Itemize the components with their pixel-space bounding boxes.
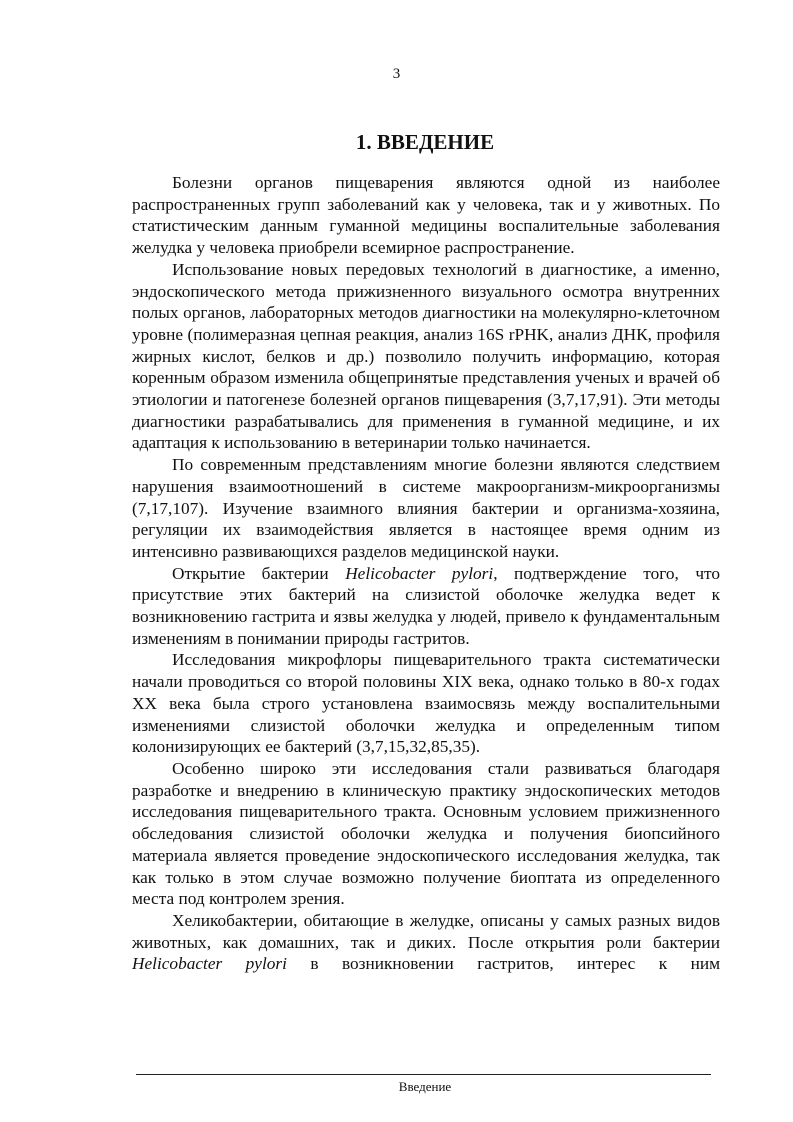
paragraph xyxy=(132,563,720,650)
paragraph-text: в возникновении гастритов, интерес к ним xyxy=(286,954,721,974)
paragraph-text: По современным представлениям многие болезни являются следствием нарушения взаимоотношений в системе макроорганизм-микроорганизмы (7,17,107). Изучение взаимного влияния бактерии и организма-хозяина, регуляции их взаимодействия является в настоящее время одним из интенсивно развивающихся разделов медицинской науки. xyxy=(132,455,720,561)
paragraph-text: Болезни органов пищеварения являются одной из наиболее распространенных групп заболеваний как у человека, так и у животных. По статистическим данным гуманной медицины воспалительные заболевания желудка у человека приобрели всемирное распространение. xyxy=(132,173,720,258)
paragraph xyxy=(132,172,720,259)
paragraph-text: Особенно широко эти исследования стали развиваться благодаря разработке и внедрению в клиническую практику эндоскопических методов исследования пищеварительного тракта. Основным условием прижизненного обследования слизистой оболочки желудка и получения биопсийного материала является проведение эндоскопического исследования желудка, так как только в этом случае возможно получение биоптата из определенного места под контролем зрения. xyxy=(132,758,720,909)
paragraph-text: Исследования микрофлоры пищеварительного тракта систематически начали проводиться со второй половины XIX века, однако только в 80-х годах XX века была строго установлена взаимосвязь между воспалительными изменениями слизистой оболочки желудка и определенным типом колонизирующих ее бактерий (3,7,15,32,85,35). xyxy=(132,650,720,757)
paragraph xyxy=(132,758,720,910)
chapter-heading: 1. ВВЕДЕНИЕ xyxy=(355,130,495,154)
page-number: 3 xyxy=(392,66,401,82)
paragraph-text: Хеликобактерии, обитающие в желудке, описаны у самых разных видов животных, как домашних, так и диких. После открытия роли бактерии xyxy=(132,910,720,952)
footer-rule xyxy=(136,1074,711,1075)
paragraph xyxy=(132,649,720,758)
species-name: Helicobacter pylori xyxy=(345,563,494,583)
paragraph-text: , подтверждение того, что присутствие этих бактерий на слизистой оболочке желудка ведет к возникновению гастрита и язвы желудка у людей, привело к фундаментальным изменениям в понимании природы гастритов. xyxy=(132,563,720,648)
paragraph xyxy=(132,259,720,454)
species-name: Helicobacter pylori xyxy=(132,954,287,974)
paragraph-text: Использование новых передовых технологий в диагностике, а именно, эндоскопического метода прижизненного визуального осмотра внутренних полых органов, лабораторных методов диагностики на молекулярно-клеточном уровне (полимеразная цепная реакция, анализ 16S rPHK, анализ ДНК, профиля жирных кислот, белков и др.) позволило получить информацию, которая коренным образом изменила общепринятые представления ученых и врачей об этиологии и патогенезе болезней органов пищеварения (3,7,17,91). Эти методы диагностики разрабатывались для применения в гуманной медицине, и их адаптация к использованию в ветеринарии только начинается. xyxy=(132,259,720,453)
body-text xyxy=(132,172,720,975)
paragraph xyxy=(132,454,720,563)
running-footer: Введение xyxy=(398,1079,452,1094)
paragraph xyxy=(132,910,720,975)
paragraph-text: Открытие бактерии xyxy=(172,563,346,583)
